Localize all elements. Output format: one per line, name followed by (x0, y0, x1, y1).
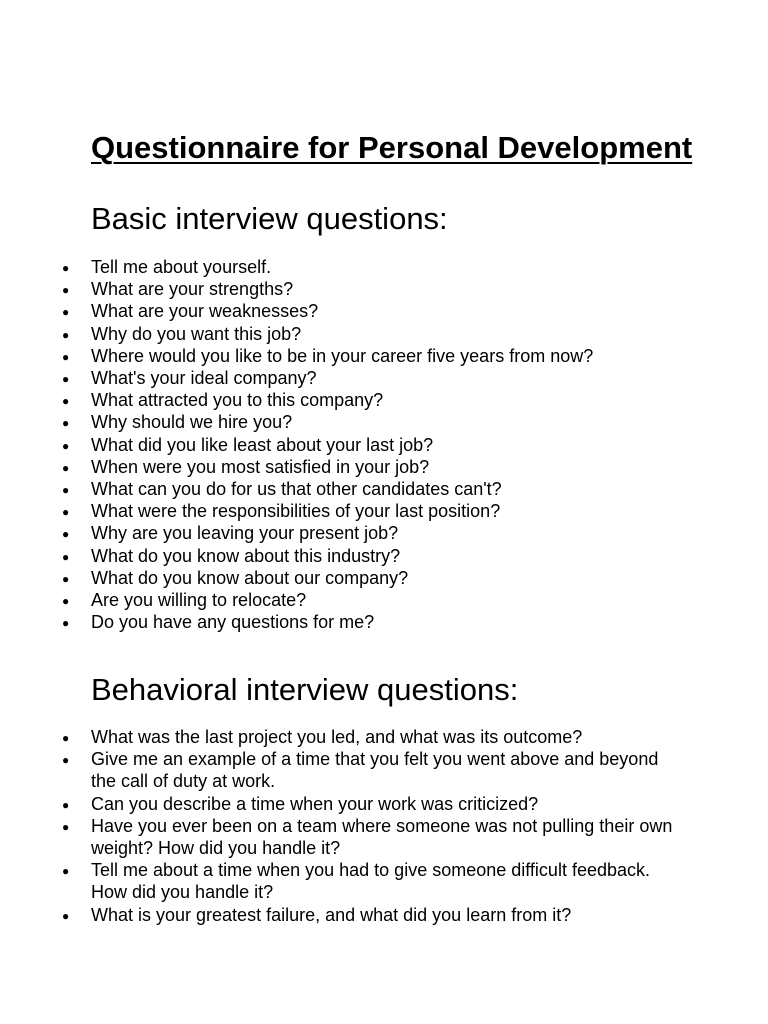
list-item (0, 904, 768, 926)
list-item (0, 300, 768, 322)
list-item (0, 500, 768, 522)
bullet-icon: ● (62, 505, 70, 520)
bullet-icon: ● (62, 797, 70, 812)
question-text: What do you know about this industry? (91, 545, 401, 566)
question-text: What was the last project you led, and what was its outcome? (91, 727, 583, 747)
question-text: Can you describe a time when your work was criticized? (91, 793, 539, 814)
bullet-icon: ● (62, 819, 70, 834)
bullet-icon: ● (62, 394, 70, 409)
bullet-icon: ● (62, 305, 70, 320)
list-item (0, 389, 768, 411)
list-item (0, 411, 768, 433)
list-item (0, 815, 768, 859)
list-item (0, 611, 768, 633)
question-text: Tell me about yourself. (91, 257, 272, 277)
section-heading-basic: Basic interview questions: (91, 201, 448, 236)
list-item (0, 456, 768, 478)
question-text: When were you most satisfied in your job? (91, 456, 430, 477)
bullet-icon: ● (62, 594, 70, 609)
bullet-icon: ● (62, 908, 70, 923)
behavioral-questions-list (0, 726, 768, 926)
list-item (0, 478, 768, 500)
list-item (0, 567, 768, 589)
question-text: Have you ever been on a team where someone was not pulling their own weight? How did you handle it? (91, 815, 673, 859)
list-item (0, 278, 768, 300)
list-item (0, 345, 768, 367)
bullet-icon: ● (62, 283, 70, 298)
question-text: Why do you want this job? (91, 323, 302, 344)
bullet-icon: ● (62, 527, 70, 542)
document-title: Questionnaire for Personal Development (91, 130, 693, 165)
question-text: Where would you like to be in your career five years from now? (91, 345, 594, 366)
list-item (0, 748, 768, 792)
list-item (0, 793, 768, 815)
question-text: What are your weaknesses? (91, 301, 319, 322)
list-item (0, 726, 768, 748)
bullet-icon: ● (62, 753, 70, 768)
question-text: Are you willing to relocate? (91, 590, 307, 611)
question-text: What's your ideal company? (91, 368, 317, 389)
bullet-icon: ● (62, 616, 70, 631)
list-item (0, 545, 768, 567)
list-item (0, 522, 768, 544)
bullet-icon: ● (62, 549, 70, 564)
bullet-icon: ● (62, 864, 70, 879)
bullet-icon: ● (62, 372, 70, 387)
list-item (0, 434, 768, 456)
bullet-icon: ● (62, 438, 70, 453)
bullet-icon: ● (62, 261, 70, 275)
bullet-icon: ● (62, 731, 70, 745)
question-text: What is your greatest failure, and what did you learn from it? (91, 904, 572, 925)
basic-questions-list (0, 256, 768, 633)
question-text: Why should we hire you? (91, 412, 293, 433)
bullet-icon: ● (62, 571, 70, 586)
question-text: Do you have any questions for me? (91, 612, 375, 633)
question-text: Give me an example of a time that you felt you went above and beyond the call of duty at work. (91, 749, 659, 792)
bullet-icon: ● (62, 327, 70, 342)
bullet-icon: ● (62, 483, 70, 498)
section-heading-behavioral: Behavioral interview questions: (91, 672, 519, 707)
question-text: What do you know about our company? (91, 567, 409, 588)
question-text: Why are you leaving your present job? (91, 523, 399, 544)
question-text: Tell me about a time when you had to give someone difficult feedback. How did you handle it? (91, 860, 651, 903)
list-item (0, 589, 768, 611)
bullet-icon: ● (62, 460, 70, 475)
question-text: What did you like least about your last job? (91, 434, 434, 455)
list-item (0, 256, 768, 278)
question-text: What are your strengths? (91, 279, 294, 300)
list-item (0, 323, 768, 345)
list-item (0, 367, 768, 389)
question-text: What attracted you to this company? (91, 390, 384, 411)
bullet-icon: ● (62, 349, 70, 364)
question-text: What were the responsibilities of your last position? (91, 501, 501, 522)
list-item (0, 859, 768, 903)
question-text: What can you do for us that other candidates can't? (91, 479, 502, 500)
bullet-icon: ● (62, 416, 70, 431)
